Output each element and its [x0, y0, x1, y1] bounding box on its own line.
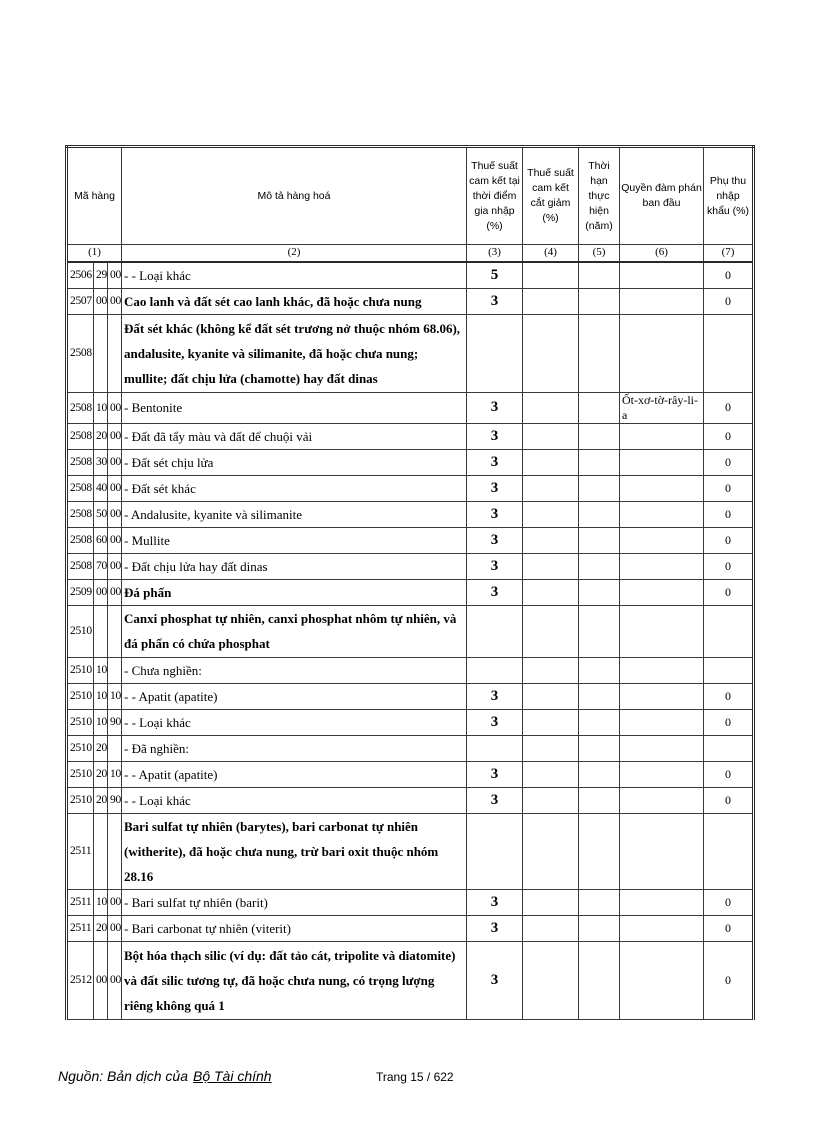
negotiating-rights: [620, 314, 704, 392]
subheading-code: 30: [94, 449, 108, 475]
implementation-period: [579, 657, 620, 683]
implementation-period: [579, 288, 620, 314]
subheading-code: 20: [94, 915, 108, 941]
rate-at-accession: [467, 605, 523, 657]
page-number: Trang 15 / 622: [376, 1070, 454, 1084]
subheading-code: [94, 813, 108, 889]
negotiating-rights: [620, 527, 704, 553]
rate-at-accession: 3: [467, 683, 523, 709]
table-row: [67, 288, 754, 314]
table-row: [67, 605, 754, 657]
heading-code: 2506: [67, 262, 94, 289]
table-row: [67, 761, 754, 787]
line-code: 10: [108, 683, 122, 709]
heading-code: 2507: [67, 288, 94, 314]
rate-at-accession: 3: [467, 889, 523, 915]
heading-code: 2508: [67, 475, 94, 501]
implementation-period: [579, 449, 620, 475]
description: Canxi phosphat tự nhiên, canxi phosphat nhôm tự nhiên, và đá phấn có chứa phosphat: [122, 605, 467, 657]
table-header-row: [67, 147, 754, 245]
import-surcharge: 0: [704, 288, 754, 314]
committed-rate: [523, 787, 579, 813]
rate-at-accession: 5: [467, 262, 523, 289]
subheading-code: 00: [94, 579, 108, 605]
rate-at-accession: 3: [467, 392, 523, 423]
description: Bari sulfat tự nhiên (barytes), bari carbonat tự nhiên (witherite), đã hoặc chưa nung, trừ bari oxit thuộc nhóm 28.16: [122, 813, 467, 889]
subheading-code: 20: [94, 735, 108, 761]
implementation-period: [579, 709, 620, 735]
implementation-period: [579, 761, 620, 787]
import-surcharge: [704, 735, 754, 761]
implementation-period: [579, 787, 620, 813]
subheading-code: 10: [94, 709, 108, 735]
implementation-period: [579, 941, 620, 1019]
rate-at-accession: [467, 657, 523, 683]
table-body: [67, 262, 754, 1020]
committed-rate: [523, 941, 579, 1019]
column-number: (4): [523, 245, 579, 262]
column-number: (5): [579, 245, 620, 262]
negotiating-rights: [620, 262, 704, 289]
header-description: Mô tả hàng hoá: [122, 147, 467, 245]
description: Cao lanh và đất sét cao lanh khác, đã hoặc chưa nung: [122, 288, 467, 314]
rate-at-accession: 3: [467, 527, 523, 553]
import-surcharge: 0: [704, 501, 754, 527]
line-code: 00: [108, 475, 122, 501]
table-row: [67, 941, 754, 1019]
description: Bột hóa thạch silic (ví dụ: đất tảo cát, tripolite và diatomite) và đất silic tương tự, đã hoặc chưa nung, có trọng lượng riêng không quá 1: [122, 941, 467, 1019]
description: Đất sét khác (không kể đất sét trương nở thuộc nhóm 68.06), andalusite, kyanite và silimanite, đã hoặc chưa nung; mullite; đất chịu lửa (chamotte) hay đất dinas: [122, 314, 467, 392]
rate-at-accession: [467, 813, 523, 889]
line-code: [108, 735, 122, 761]
implementation-period: [579, 392, 620, 423]
rate-at-accession: 3: [467, 423, 523, 449]
negotiating-rights: Ốt-xơ-tờ-rây-li-a: [620, 392, 704, 423]
import-surcharge: 0: [704, 449, 754, 475]
import-surcharge: 0: [704, 761, 754, 787]
rate-at-accession: 3: [467, 787, 523, 813]
rate-at-accession: 3: [467, 579, 523, 605]
header-rate-at-accession: Thuế suất cam kết tại thời điểm gia nhập (%): [467, 147, 523, 245]
negotiating-rights: [620, 423, 704, 449]
subheading-code: 10: [94, 392, 108, 423]
table-row: [67, 579, 754, 605]
implementation-period: [579, 683, 620, 709]
line-code: 10: [108, 761, 122, 787]
committed-rate: [523, 605, 579, 657]
subheading-code: 10: [94, 889, 108, 915]
negotiating-rights: [620, 813, 704, 889]
import-surcharge: 0: [704, 787, 754, 813]
subheading-code: 60: [94, 527, 108, 553]
heading-code: 2508: [67, 527, 94, 553]
description: - - Loại khác: [122, 262, 467, 289]
line-code: 00: [108, 501, 122, 527]
heading-code: 2510: [67, 709, 94, 735]
import-surcharge: 0: [704, 709, 754, 735]
rate-at-accession: 3: [467, 941, 523, 1019]
committed-rate: [523, 579, 579, 605]
rate-at-accession: 3: [467, 501, 523, 527]
committed-rate: [523, 475, 579, 501]
implementation-period: [579, 579, 620, 605]
table-row: [67, 449, 754, 475]
import-surcharge: 0: [704, 392, 754, 423]
header-period: Thời hạn thực hiện (năm): [579, 147, 620, 245]
heading-code: 2508: [67, 392, 94, 423]
subheading-code: 70: [94, 553, 108, 579]
table-row: [67, 915, 754, 941]
implementation-period: [579, 735, 620, 761]
negotiating-rights: [620, 787, 704, 813]
heading-code: 2510: [67, 761, 94, 787]
subheading-code: 20: [94, 423, 108, 449]
table-row: [67, 683, 754, 709]
committed-rate: [523, 761, 579, 787]
line-code: [108, 314, 122, 392]
implementation-period: [579, 475, 620, 501]
committed-rate: [523, 683, 579, 709]
import-surcharge: 0: [704, 553, 754, 579]
subheading-code: 20: [94, 787, 108, 813]
rate-at-accession: [467, 314, 523, 392]
import-surcharge: [704, 605, 754, 657]
description: - Andalusite, kyanite và silimanite: [122, 501, 467, 527]
description: - Bentonite: [122, 392, 467, 423]
line-code: 90: [108, 787, 122, 813]
description: - Mullite: [122, 527, 467, 553]
heading-code: 2508: [67, 449, 94, 475]
subheading-code: 20: [94, 761, 108, 787]
negotiating-rights: [620, 735, 704, 761]
heading-code: 2510: [67, 735, 94, 761]
committed-rate: [523, 392, 579, 423]
import-surcharge: 0: [704, 941, 754, 1019]
line-code: 00: [108, 392, 122, 423]
import-surcharge: 0: [704, 915, 754, 941]
rate-at-accession: 3: [467, 449, 523, 475]
description: - - Loại khác: [122, 787, 467, 813]
negotiating-rights: [620, 288, 704, 314]
description: - Đất chịu lửa hay đất dinas: [122, 553, 467, 579]
table-row: [67, 501, 754, 527]
implementation-period: [579, 527, 620, 553]
line-code: 00: [108, 579, 122, 605]
description: Đá phấn: [122, 579, 467, 605]
description: - - Apatit (apatite): [122, 683, 467, 709]
implementation-period: [579, 262, 620, 289]
committed-rate: [523, 423, 579, 449]
header-negotiating-rights: Quyền đàm phán ban đầu: [620, 147, 704, 245]
committed-rate: [523, 813, 579, 889]
committed-rate: [523, 889, 579, 915]
heading-code: 2508: [67, 553, 94, 579]
committed-rate: [523, 262, 579, 289]
subheading-code: [94, 314, 108, 392]
import-surcharge: [704, 314, 754, 392]
negotiating-rights: [620, 657, 704, 683]
line-code: 00: [108, 449, 122, 475]
footer-source: [58, 1068, 272, 1084]
implementation-period: [579, 501, 620, 527]
negotiating-rights: [620, 683, 704, 709]
table-row: [67, 423, 754, 449]
description: - - Apatit (apatite): [122, 761, 467, 787]
description: - Bari sulfat tự nhiên (barit): [122, 889, 467, 915]
import-surcharge: 0: [704, 262, 754, 289]
committed-rate: [523, 449, 579, 475]
import-surcharge: 0: [704, 683, 754, 709]
import-surcharge: 0: [704, 579, 754, 605]
column-number: (7): [704, 245, 754, 262]
description: - Bari carbonat tự nhiên (viterit): [122, 915, 467, 941]
table-row: [67, 553, 754, 579]
table-row: [67, 889, 754, 915]
implementation-period: [579, 553, 620, 579]
committed-rate: [523, 288, 579, 314]
line-code: [108, 813, 122, 889]
committed-rate: [523, 657, 579, 683]
subheading-code: 50: [94, 501, 108, 527]
rate-at-accession: 3: [467, 553, 523, 579]
rate-at-accession: [467, 735, 523, 761]
line-code: 00: [108, 915, 122, 941]
committed-rate: [523, 314, 579, 392]
table-row: [67, 787, 754, 813]
column-number: (6): [620, 245, 704, 262]
column-number: (3): [467, 245, 523, 262]
line-code: 00: [108, 262, 122, 289]
negotiating-rights: [620, 475, 704, 501]
heading-code: 2510: [67, 787, 94, 813]
subheading-code: 10: [94, 657, 108, 683]
table-row: [67, 262, 754, 289]
implementation-period: [579, 889, 620, 915]
rate-at-accession: 3: [467, 709, 523, 735]
committed-rate: [523, 709, 579, 735]
line-code: 00: [108, 423, 122, 449]
implementation-period: [579, 423, 620, 449]
heading-code: 2508: [67, 501, 94, 527]
negotiating-rights: [620, 449, 704, 475]
subheading-code: 00: [94, 288, 108, 314]
description: - Chưa nghiền:: [122, 657, 467, 683]
committed-rate: [523, 501, 579, 527]
line-code: 00: [108, 527, 122, 553]
subheading-code: [94, 605, 108, 657]
rate-at-accession: 3: [467, 761, 523, 787]
column-number-row: [67, 245, 754, 262]
line-code: 00: [108, 889, 122, 915]
implementation-period: [579, 915, 620, 941]
negotiating-rights: [620, 941, 704, 1019]
committed-rate: [523, 915, 579, 941]
negotiating-rights: [620, 915, 704, 941]
column-number: (2): [122, 245, 467, 262]
import-surcharge: 0: [704, 527, 754, 553]
negotiating-rights: [620, 579, 704, 605]
heading-code: 2510: [67, 683, 94, 709]
implementation-period: [579, 314, 620, 392]
heading-code: 2508: [67, 423, 94, 449]
header-committed-rate: Thuế suất cam kết cắt giảm (%): [523, 147, 579, 245]
committed-rate: [523, 527, 579, 553]
table-row: [67, 527, 754, 553]
implementation-period: [579, 605, 620, 657]
subheading-code: 29: [94, 262, 108, 289]
heading-code: 2511: [67, 813, 94, 889]
rate-at-accession: 3: [467, 288, 523, 314]
description: - - Loại khác: [122, 709, 467, 735]
heading-code: 2511: [67, 915, 94, 941]
heading-code: 2512: [67, 941, 94, 1019]
rate-at-accession: 3: [467, 915, 523, 941]
table-row: [67, 709, 754, 735]
negotiating-rights: [620, 605, 704, 657]
import-surcharge: 0: [704, 475, 754, 501]
line-code: 00: [108, 553, 122, 579]
import-surcharge: [704, 657, 754, 683]
table-row: [67, 813, 754, 889]
heading-code: 2509: [67, 579, 94, 605]
description: - Đã nghiền:: [122, 735, 467, 761]
negotiating-rights: [620, 553, 704, 579]
subheading-code: 40: [94, 475, 108, 501]
heading-code: 2510: [67, 605, 94, 657]
heading-code: 2511: [67, 889, 94, 915]
committed-rate: [523, 735, 579, 761]
description: - Đất đã tẩy màu và đất để chuội vải: [122, 423, 467, 449]
implementation-period: [579, 813, 620, 889]
line-code: 00: [108, 941, 122, 1019]
line-code: 90: [108, 709, 122, 735]
line-code: [108, 605, 122, 657]
table-row: [67, 314, 754, 392]
description: - Đất sét chịu lửa: [122, 449, 467, 475]
table-row: [67, 475, 754, 501]
import-surcharge: 0: [704, 889, 754, 915]
committed-rate: [523, 553, 579, 579]
heading-code: 2508: [67, 314, 94, 392]
line-code: 00: [108, 288, 122, 314]
table-row: [67, 735, 754, 761]
description: - Đất sét khác: [122, 475, 467, 501]
import-surcharge: 0: [704, 423, 754, 449]
footer-source-prefix: Nguồn: Bản dịch của: [58, 1068, 188, 1084]
heading-code: 2510: [67, 657, 94, 683]
import-surcharge: [704, 813, 754, 889]
footer-source-link[interactable]: Bộ Tài chính: [192, 1068, 272, 1084]
table-row: [67, 392, 754, 423]
negotiating-rights: [620, 889, 704, 915]
negotiating-rights: [620, 709, 704, 735]
negotiating-rights: [620, 761, 704, 787]
table-row: [67, 657, 754, 683]
negotiating-rights: [620, 501, 704, 527]
rate-at-accession: 3: [467, 475, 523, 501]
column-number: (1): [67, 245, 122, 262]
header-code: Mã hàng: [67, 147, 122, 245]
subheading-code: 00: [94, 941, 108, 1019]
line-code: [108, 657, 122, 683]
tariff-table: [65, 145, 755, 1020]
subheading-code: 10: [94, 683, 108, 709]
header-import-surcharge: Phụ thu nhập khẩu (%): [704, 147, 754, 245]
